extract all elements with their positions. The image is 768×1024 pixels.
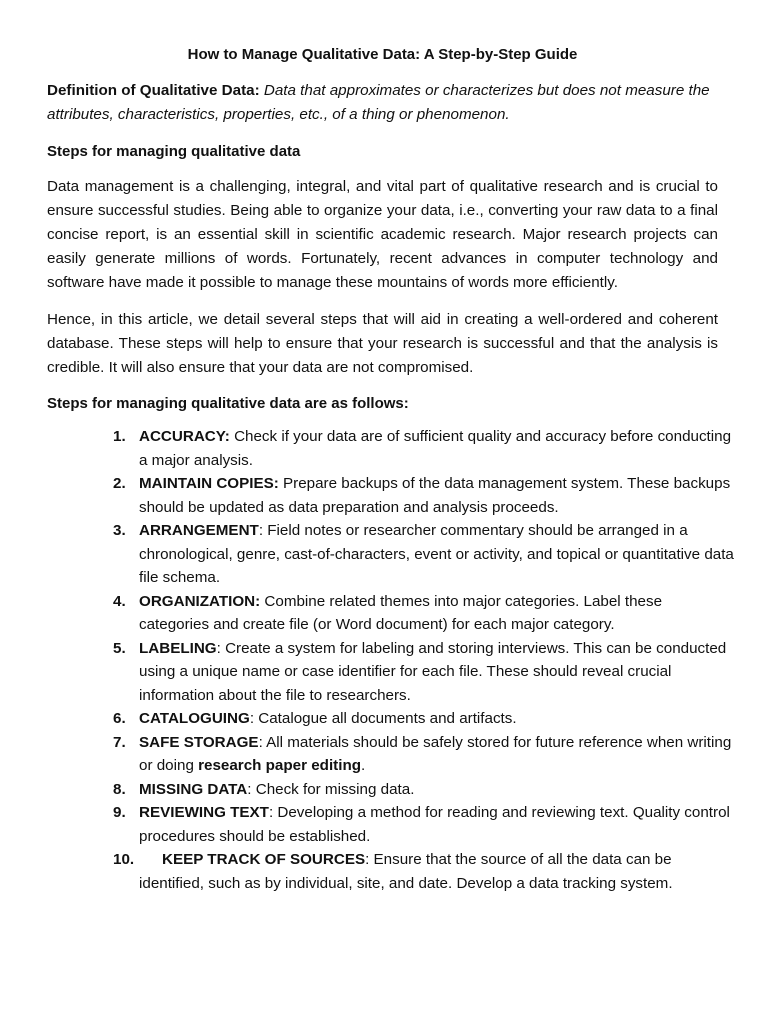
list-item xyxy=(0,472,734,519)
research-paper-editing-link[interactable]: research paper editing xyxy=(198,757,362,774)
list-item-lead: MISSING DATA xyxy=(139,780,248,798)
definition-text: Data that approximates or characterizes but does not measure the attributes, characteristics, properties, etc., of a thing or phenomenon. xyxy=(47,82,710,123)
list-item-number: 2. xyxy=(113,475,126,492)
list-item-number: 9. xyxy=(113,804,126,821)
list-item-text: : Catalogue all documents and artifacts. xyxy=(249,710,517,727)
list-item xyxy=(0,707,734,731)
list-item-lead: SAFE STORAGE xyxy=(139,733,259,751)
document-title: How to Manage Qualitative Data: A Step-by-Step Guide xyxy=(187,46,578,63)
list-item-number: 7. xyxy=(113,733,126,751)
list-item-text: Check if your data are of sufficient quality and accuracy before conducting a major analysis. xyxy=(139,428,732,469)
list-item xyxy=(0,731,734,778)
list-item-text: : Ensure that the source of all the data can be identified, such as by individual, site, and date. Develop a data tracking system. xyxy=(139,851,673,892)
list-item-lead: ACCURACY: xyxy=(139,428,230,445)
list-item-text: Combine related themes into major categories. Label these categories and create file (or Word document) for each major category. xyxy=(139,592,663,633)
list-item xyxy=(0,425,734,472)
list-item-text: : Developing a method for reading and reviewing text. Quality control procedures should be established. xyxy=(139,804,730,845)
list-item-text: Prepare backups of the data management system. These backups should be updated as data preparation and analysis proceeds. xyxy=(139,475,731,516)
list-item xyxy=(0,778,734,802)
list-item xyxy=(0,848,734,895)
list-item-lead: REVIEWING TEXT xyxy=(139,804,269,821)
list-item-number: 4. xyxy=(113,592,126,610)
list-item xyxy=(0,801,734,848)
list-item-number: 8. xyxy=(113,780,126,798)
definition-paragraph xyxy=(47,79,718,127)
list-item-lead: ORGANIZATION: xyxy=(139,592,261,610)
list-item-text: : Field notes or researcher commentary should be arranged in a chronological, genre, cast-of-characters, event or activity, and topical or quantitative data file schema. xyxy=(139,522,734,586)
list-item-number: 6. xyxy=(113,710,126,727)
list-item xyxy=(0,637,734,708)
list-item-number: 3. xyxy=(113,522,126,539)
steps-list xyxy=(47,425,734,895)
list-item xyxy=(0,519,734,590)
list-item-lead: CATALOGUING xyxy=(139,710,250,727)
body-paragraph-1: Data management is a challenging, integral, and vital part of qualitative research and is crucial to ensure successful studies. Being able to organize your data, i.e., converting your raw data to a final concise report, is an essential skill in scientific academic research. Major research projects can easily generate millions of words. Fortunately, recent advances in computer technology and software have made it possible to manage these mountains of words more efficiently. xyxy=(47,178,718,291)
list-item-number: 5. xyxy=(113,639,126,657)
steps-heading: Steps for managing qualitative data xyxy=(47,143,301,160)
list-item-tail: . xyxy=(361,757,366,774)
list-item-text: : Check for missing data. xyxy=(247,780,415,798)
list-item-text: : All materials should be safely stored for future reference when writing or doing xyxy=(139,733,732,774)
list-item-number: 10. xyxy=(113,851,135,868)
list-item-lead: KEEP TRACK OF SOURCES xyxy=(162,851,366,868)
list-item-lead: ARRANGEMENT xyxy=(139,522,259,539)
definition-term: Definition of Qualitative Data: xyxy=(47,82,260,99)
list-item-number: 1. xyxy=(113,428,126,445)
list-item-lead: MAINTAIN COPIES: xyxy=(139,475,279,492)
list-item-lead: LABELING xyxy=(139,639,217,657)
body-paragraph-2: Hence, in this article, we detail several steps that will aid in creating a well-ordered and coherent database. These steps will help to ensure that your research is successful and that the analysis is credible. It will also ensure that your data are not compromised. xyxy=(47,311,718,376)
list-item-text: : Create a system for labeling and storing interviews. This can be conducted using a unique name or case identifier for each file. These should reveal crucial information about the file to researchers. xyxy=(139,639,727,704)
list-item xyxy=(0,590,734,637)
steps-list-heading: Steps for managing qualitative data are as follows: xyxy=(47,395,409,412)
